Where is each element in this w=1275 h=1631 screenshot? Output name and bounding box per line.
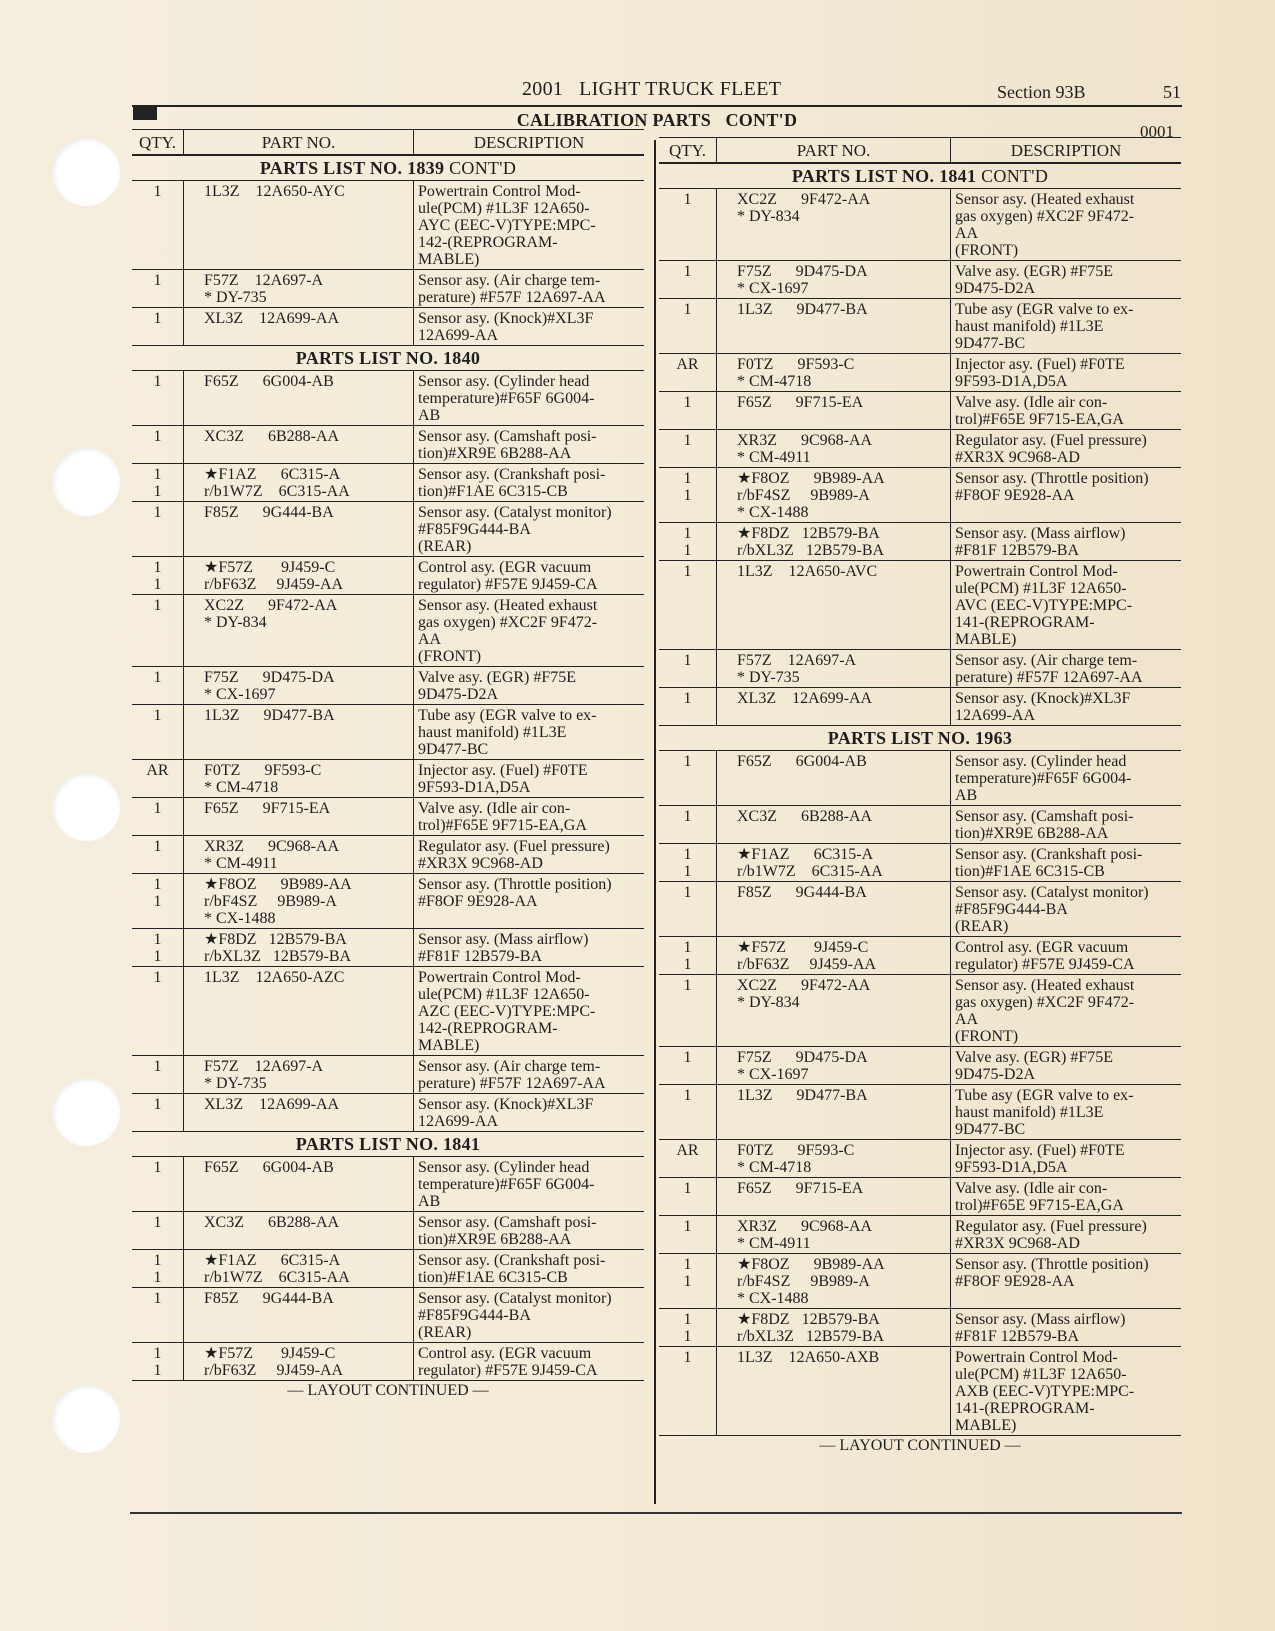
table-row xyxy=(659,523,1181,561)
table-row xyxy=(659,1347,1181,1436)
qty-cell: 1 1 xyxy=(659,468,717,522)
page-number: 51 xyxy=(1163,82,1181,102)
part-number-cell: ★F57Z 9J459-C r/bF63Z 9J459-AA xyxy=(184,557,414,594)
description-cell: Powertrain Control Mod- ule(PCM) #1L3F 12A650- AVC (EEC-V)TYPE:MPC- 141-(REPROGRAM- MABLE) xyxy=(955,563,1133,648)
table-row xyxy=(132,595,644,667)
table-row xyxy=(132,464,644,502)
qty-cell: 1 1 xyxy=(659,523,717,560)
qty-cell: 1 xyxy=(659,1347,717,1435)
table-row xyxy=(132,502,644,557)
part-number-cell: F65Z 6G004-AB xyxy=(184,1157,414,1211)
parts-list-title xyxy=(659,164,1181,189)
part-number-cell: XC2Z 9F472-AA * DY-834 xyxy=(717,189,951,260)
part-number-cell: ★F8DZ 12B579-BA r/bXL3Z 12B579-BA xyxy=(717,523,951,560)
table-row xyxy=(659,688,1181,726)
table-row xyxy=(132,1288,644,1343)
part-number-cell: 1L3Z 12A650-AYC xyxy=(184,181,414,269)
part-number-cell: F85Z 9G444-BA xyxy=(184,1288,414,1342)
table-row xyxy=(659,1047,1181,1085)
qty-cell: 1 1 xyxy=(132,1250,184,1287)
qty-cell: 1 1 xyxy=(659,1309,717,1346)
part-number-cell: ★F1AZ 6C315-A r/b1W7Z 6C315-AA xyxy=(184,1250,414,1287)
description-cell: Sensor asy. (Heated exhaust gas oxygen) #XC2F 9F472- AA (FRONT) xyxy=(955,191,1135,259)
part-number-cell: ★F8DZ 12B579-BA r/bXL3Z 12B579-BA xyxy=(717,1309,951,1346)
table-row xyxy=(132,1250,644,1288)
qty-cell: 1 xyxy=(659,975,717,1046)
description-cell: Sensor asy. (Heated exhaust gas oxygen) #XC2F 9F472- AA (FRONT) xyxy=(955,977,1135,1045)
table-row xyxy=(132,798,644,836)
description-cell: Sensor asy. (Throttle position) #F8OF 9E928-AA xyxy=(955,470,1149,504)
table-row xyxy=(132,929,644,967)
table-row xyxy=(132,1343,644,1381)
table-row xyxy=(659,299,1181,354)
qty-cell: 1 xyxy=(659,751,717,805)
part-number-cell: 1L3Z 12A650-AZC xyxy=(184,967,414,1055)
table-row xyxy=(132,874,644,929)
description-cell: Control asy. (EGR vacuum regulator) #F57E 9J459-CA xyxy=(955,939,1135,973)
qty-cell: 1 xyxy=(132,426,184,463)
part-number-cell: XR3Z 9C968-AA * CM-4911 xyxy=(717,430,951,467)
table-row xyxy=(132,426,644,464)
description-cell: Sensor asy. (Knock)#XL3F 12A699-AA xyxy=(955,690,1131,724)
right-column xyxy=(659,137,1181,1456)
footer-rule xyxy=(130,1512,1182,1514)
qty-cell: 1 xyxy=(132,1212,184,1249)
part-no-header: PART NO. xyxy=(184,129,414,154)
table-row xyxy=(659,430,1181,468)
table-row xyxy=(659,261,1181,299)
column-header xyxy=(659,137,1181,164)
description-cell: Sensor asy. (Air charge tem- perature) #F57F 12A697-AA xyxy=(418,1058,606,1092)
qty-cell: 1 xyxy=(659,806,717,843)
part-number-cell: 1L3Z 12A650-AXB xyxy=(717,1347,951,1435)
description-cell: Valve asy. (Idle air con- trol)#F65E 9F715-EA,GA xyxy=(955,394,1124,428)
table-row xyxy=(132,270,644,308)
qty-cell: 1 xyxy=(132,595,184,666)
description-cell: Sensor asy. (Crankshaft posi- tion)#F1AE 6C315-CB xyxy=(955,846,1143,880)
part-number-cell: ★F1AZ 6C315-A r/b1W7Z 6C315-AA xyxy=(184,464,414,501)
qty-cell: 1 xyxy=(659,1216,717,1253)
table-row xyxy=(132,667,644,705)
binder-hole xyxy=(52,773,120,841)
description-cell: Tube asy (EGR valve to ex- haust manifold) #1L3E 9D477-BC xyxy=(955,301,1134,352)
qty-cell: 1 xyxy=(132,705,184,759)
binder-hole xyxy=(52,1385,120,1453)
description-cell: Injector asy. (Fuel) #F0TE 9F593-D1A,D5A xyxy=(418,762,588,796)
part-number-cell: F57Z 12A697-A * DY-735 xyxy=(717,650,951,687)
parts-list-continued: CONT'D xyxy=(981,166,1049,186)
description-cell: Powertrain Control Mod- ule(PCM) #1L3F 12A650- AYC (EEC-V)TYPE:MPC- 142-(REPROGRAM- MABLE) xyxy=(418,183,596,268)
part-number-cell: ★F8OZ 9B989-AA r/bF4SZ 9B989-A * CX-1488 xyxy=(717,1254,951,1308)
part-number-cell: F75Z 9D475-DA * CX-1697 xyxy=(717,1047,951,1084)
table-row xyxy=(132,371,644,426)
table-row xyxy=(132,308,644,346)
description-cell: Powertrain Control Mod- ule(PCM) #1L3F 12A650- AZC (EEC-V)TYPE:MPC- 142-(REPROGRAM- MABLE) xyxy=(418,969,596,1054)
part-number-cell: F65Z 6G004-AB xyxy=(184,371,414,425)
description-cell: Regulator asy. (Fuel pressure) #XR3X 9C968-AD xyxy=(418,838,610,872)
part-no-header: PART NO. xyxy=(717,137,951,162)
description-cell: Injector asy. (Fuel) #F0TE 9F593-D1A,D5A xyxy=(955,356,1125,390)
calibration-title: CALIBRATION PARTS CONT'D xyxy=(516,110,798,130)
qty-header: QTY. xyxy=(132,129,184,154)
parts-list-name: PARTS LIST NO. 1841 xyxy=(295,1134,481,1154)
description-cell: Sensor asy. (Knock)#XL3F 12A699-AA xyxy=(418,310,594,344)
part-number-cell: ★F8OZ 9B989-AA r/bF4SZ 9B989-A * CX-1488 xyxy=(717,468,951,522)
page-header xyxy=(0,74,1275,104)
table-row xyxy=(132,1157,644,1212)
table-row xyxy=(659,1254,1181,1309)
parts-list-title xyxy=(659,726,1181,751)
description-header: DESCRIPTION xyxy=(1010,141,1122,160)
qty-cell: 1 xyxy=(659,392,717,429)
part-number-cell: F75Z 9D475-DA * CX-1697 xyxy=(184,667,414,704)
parts-list-title xyxy=(132,1132,644,1157)
description-cell: Sensor asy. (Camshaft posi- tion)#XR9E 6B288-AA xyxy=(418,428,597,462)
qty-cell: 1 1 xyxy=(132,1343,184,1380)
qty-cell: 1 xyxy=(659,1047,717,1084)
page-title: 2001 LIGHT TRUCK FLEET xyxy=(522,78,782,100)
part-number-cell: F0TZ 9F593-C * CM-4718 xyxy=(717,354,951,391)
table-row xyxy=(659,1178,1181,1216)
table-row xyxy=(659,806,1181,844)
part-number-cell: F65Z 9F715-EA xyxy=(717,392,951,429)
qty-cell: 1 xyxy=(659,261,717,298)
qty-cell: 1 xyxy=(659,299,717,353)
description-cell: Sensor asy. (Catalyst monitor) #F85F9G444-BA (REAR) xyxy=(955,884,1149,935)
section-label: Section 93B xyxy=(997,82,1086,102)
description-cell: Sensor asy. (Mass airflow) #F81F 12B579-BA xyxy=(955,1311,1126,1345)
description-cell: Control asy. (EGR vacuum regulator) #F57E 9J459-CA xyxy=(418,559,598,593)
left-column xyxy=(132,129,644,1401)
qty-cell: 1 1 xyxy=(659,1254,717,1308)
binder-hole xyxy=(52,138,120,206)
table-row xyxy=(132,760,644,798)
qty-cell: AR xyxy=(659,354,717,391)
table-row xyxy=(132,557,644,595)
qty-cell: 1 1 xyxy=(132,464,184,501)
description-cell: Sensor asy. (Mass airflow) #F81F 12B579-BA xyxy=(418,931,589,965)
description-cell: Valve asy. (EGR) #F75E 9D475-D2A xyxy=(955,263,1114,297)
table-row xyxy=(659,650,1181,688)
table-row xyxy=(659,1309,1181,1347)
table-row xyxy=(132,1094,644,1132)
part-number-cell: F75Z 9D475-DA * CX-1697 xyxy=(717,261,951,298)
description-cell: Sensor asy. (Cylinder head temperature)#F65F 6G004- AB xyxy=(955,753,1132,804)
part-number-cell: F65Z 9F715-EA xyxy=(717,1178,951,1215)
description-cell: Sensor asy. (Knock)#XL3F 12A699-AA xyxy=(418,1096,594,1130)
description-cell: Valve asy. (Idle air con- trol)#F65E 9F715-EA,GA xyxy=(418,800,587,834)
description-cell: Sensor asy. (Catalyst monitor) #F85F9G444-BA (REAR) xyxy=(418,1290,612,1341)
table-row xyxy=(659,189,1181,261)
part-number-cell: F57Z 12A697-A * DY-735 xyxy=(184,270,414,307)
layout-continued-note: — LAYOUT CONTINUED — xyxy=(819,1437,1021,1454)
qty-cell: 1 xyxy=(132,836,184,873)
layout-continued-note: — LAYOUT CONTINUED — xyxy=(287,1382,489,1399)
part-number-cell: XR3Z 9C968-AA * CM-4911 xyxy=(717,1216,951,1253)
description-cell: Sensor asy. (Air charge tem- perature) #F57F 12A697-AA xyxy=(418,272,606,306)
description-cell: Injector asy. (Fuel) #F0TE 9F593-D1A,D5A xyxy=(955,1142,1125,1176)
description-cell: Sensor asy. (Air charge tem- perature) #F57F 12A697-AA xyxy=(955,652,1143,686)
calibration-code: 0001 xyxy=(1140,122,1174,141)
part-number-cell: ★F57Z 9J459-C r/bF63Z 9J459-AA xyxy=(184,1343,414,1380)
column-divider xyxy=(654,140,656,1504)
part-number-cell: ★F8OZ 9B989-AA r/bF4SZ 9B989-A * CX-1488 xyxy=(184,874,414,928)
parts-list-name: PARTS LIST NO. 1841 xyxy=(791,166,977,186)
table-row xyxy=(132,181,644,270)
table-row xyxy=(659,468,1181,523)
part-number-cell: XL3Z 12A699-AA xyxy=(717,688,951,725)
qty-cell: 1 1 xyxy=(132,557,184,594)
description-cell: Sensor asy. (Cylinder head temperature)#F65F 6G004- AB xyxy=(418,1159,595,1210)
table-row xyxy=(659,882,1181,937)
table-row xyxy=(659,354,1181,392)
header-rule xyxy=(132,105,1182,107)
table-row xyxy=(659,1216,1181,1254)
part-number-cell: F0TZ 9F593-C * CM-4718 xyxy=(184,760,414,797)
qty-cell: AR xyxy=(132,760,184,797)
table-row xyxy=(659,937,1181,975)
table-row xyxy=(132,836,644,874)
description-cell: Regulator asy. (Fuel pressure) #XR3X 9C968-AD xyxy=(955,432,1147,466)
qty-cell: 1 xyxy=(659,1178,717,1215)
binder-hole xyxy=(52,448,120,516)
qty-cell: 1 xyxy=(132,502,184,556)
part-number-cell: 1L3Z 9D477-BA xyxy=(717,299,951,353)
part-number-cell: F85Z 9G444-BA xyxy=(184,502,414,556)
part-number-cell: XC2Z 9F472-AA * DY-834 xyxy=(184,595,414,666)
description-cell: Sensor asy. (Heated exhaust gas oxygen) #XC2F 9F472- AA (FRONT) xyxy=(418,597,598,665)
table-row xyxy=(132,967,644,1056)
binder-hole xyxy=(52,1078,120,1146)
qty-cell: 1 1 xyxy=(659,937,717,974)
qty-cell: 1 xyxy=(132,1288,184,1342)
qty-cell: 1 xyxy=(659,430,717,467)
parts-list-continued: CONT'D xyxy=(449,158,517,178)
part-number-cell: XC3Z 6B288-AA xyxy=(717,806,951,843)
description-cell: Sensor asy. (Catalyst monitor) #F85F9G444-BA (REAR) xyxy=(418,504,612,555)
part-number-cell: ★F8DZ 12B579-BA r/bXL3Z 12B579-BA xyxy=(184,929,414,966)
part-number-cell: F0TZ 9F593-C * CM-4718 xyxy=(717,1140,951,1177)
part-number-cell: ★F57Z 9J459-C r/bF63Z 9J459-AA xyxy=(717,937,951,974)
part-number-cell: XR3Z 9C968-AA * CM-4911 xyxy=(184,836,414,873)
parts-list-name: PARTS LIST NO. 1963 xyxy=(827,728,1013,748)
qty-header: QTY. xyxy=(659,137,717,162)
part-number-cell: 1L3Z 12A650-AVC xyxy=(717,561,951,649)
part-number-cell: XL3Z 12A699-AA xyxy=(184,308,414,345)
table-row xyxy=(659,1085,1181,1140)
table-row xyxy=(659,561,1181,650)
part-number-cell: F65Z 6G004-AB xyxy=(717,751,951,805)
part-number-cell: F65Z 9F715-EA xyxy=(184,798,414,835)
part-number-cell: XC2Z 9F472-AA * DY-834 xyxy=(717,975,951,1046)
description-cell: Sensor asy. (Camshaft posi- tion)#XR9E 6B288-AA xyxy=(955,808,1134,842)
qty-cell: 1 xyxy=(659,688,717,725)
description-cell: Sensor asy. (Mass airflow) #F81F 12B579-BA xyxy=(955,525,1126,559)
part-number-cell: ★F1AZ 6C315-A r/b1W7Z 6C315-AA xyxy=(717,844,951,881)
description-cell: Valve asy. (EGR) #F75E 9D475-D2A xyxy=(418,669,577,703)
description-cell: Sensor asy. (Camshaft posi- tion)#XR9E 6B288-AA xyxy=(418,1214,597,1248)
part-number-cell: XC3Z 6B288-AA xyxy=(184,1212,414,1249)
table-row xyxy=(659,1140,1181,1178)
description-cell: Sensor asy. (Crankshaft posi- tion)#F1AE 6C315-CB xyxy=(418,466,606,500)
description-cell: Powertrain Control Mod- ule(PCM) #1L3F 12A650- AXB (EEC-V)TYPE:MPC- 141-(REPROGRAM- MABLE) xyxy=(955,1349,1135,1434)
description-cell: Sensor asy. (Throttle position) #F8OF 9E928-AA xyxy=(418,876,612,910)
qty-cell: 1 xyxy=(132,967,184,1055)
qty-cell: 1 xyxy=(132,1056,184,1093)
description-header: DESCRIPTION xyxy=(473,133,585,152)
part-number-cell: XL3Z 12A699-AA xyxy=(184,1094,414,1131)
description-cell: Valve asy. (EGR) #F75E 9D475-D2A xyxy=(955,1049,1114,1083)
qty-cell: 1 xyxy=(132,1157,184,1211)
description-cell: Sensor asy. (Throttle position) #F8OF 9E928-AA xyxy=(955,1256,1149,1290)
description-cell: Valve asy. (Idle air con- trol)#F65E 9F715-EA,GA xyxy=(955,1180,1124,1214)
qty-cell: 1 xyxy=(659,189,717,260)
description-cell: Tube asy (EGR valve to ex- haust manifold) #1L3E 9D477-BC xyxy=(955,1087,1134,1138)
parts-list-name: PARTS LIST NO. 1839 xyxy=(259,158,445,178)
qty-cell: 1 xyxy=(659,882,717,936)
table-row xyxy=(659,392,1181,430)
table-row xyxy=(659,844,1181,882)
qty-cell: 1 1 xyxy=(132,929,184,966)
part-number-cell: 1L3Z 9D477-BA xyxy=(184,705,414,759)
qty-cell: 1 xyxy=(659,650,717,687)
part-number-cell: 1L3Z 9D477-BA xyxy=(717,1085,951,1139)
qty-cell: 1 xyxy=(659,561,717,649)
qty-cell: 1 1 xyxy=(132,874,184,928)
qty-cell: 1 xyxy=(132,308,184,345)
part-number-cell: F57Z 12A697-A * DY-735 xyxy=(184,1056,414,1093)
table-row xyxy=(659,751,1181,806)
description-cell: Sensor asy. (Crankshaft posi- tion)#F1AE 6C315-CB xyxy=(418,1252,606,1286)
qty-cell: 1 xyxy=(132,181,184,269)
table-row xyxy=(132,1056,644,1094)
qty-cell: AR xyxy=(659,1140,717,1177)
parts-list-title xyxy=(132,156,644,181)
table-row xyxy=(132,705,644,760)
qty-cell: 1 xyxy=(132,270,184,307)
description-cell: Tube asy (EGR valve to ex- haust manifold) #1L3E 9D477-BC xyxy=(418,707,597,758)
qty-cell: 1 xyxy=(132,667,184,704)
description-cell: Regulator asy. (Fuel pressure) #XR3X 9C968-AD xyxy=(955,1218,1147,1252)
qty-cell: 1 xyxy=(659,1085,717,1139)
parts-list-name: PARTS LIST NO. 1840 xyxy=(295,348,481,368)
part-number-cell: F85Z 9G444-BA xyxy=(717,882,951,936)
table-row xyxy=(132,1212,644,1250)
column-header xyxy=(132,129,644,156)
part-number-cell: XC3Z 6B288-AA xyxy=(184,426,414,463)
table-row xyxy=(659,975,1181,1047)
qty-cell: 1 1 xyxy=(659,844,717,881)
description-cell: Sensor asy. (Cylinder head temperature)#F65F 6G004- AB xyxy=(418,373,595,424)
parts-list-title xyxy=(132,346,644,371)
qty-cell: 1 xyxy=(132,371,184,425)
qty-cell: 1 xyxy=(132,1094,184,1131)
qty-cell: 1 xyxy=(132,798,184,835)
description-cell: Control asy. (EGR vacuum regulator) #F57E 9J459-CA xyxy=(418,1345,598,1379)
